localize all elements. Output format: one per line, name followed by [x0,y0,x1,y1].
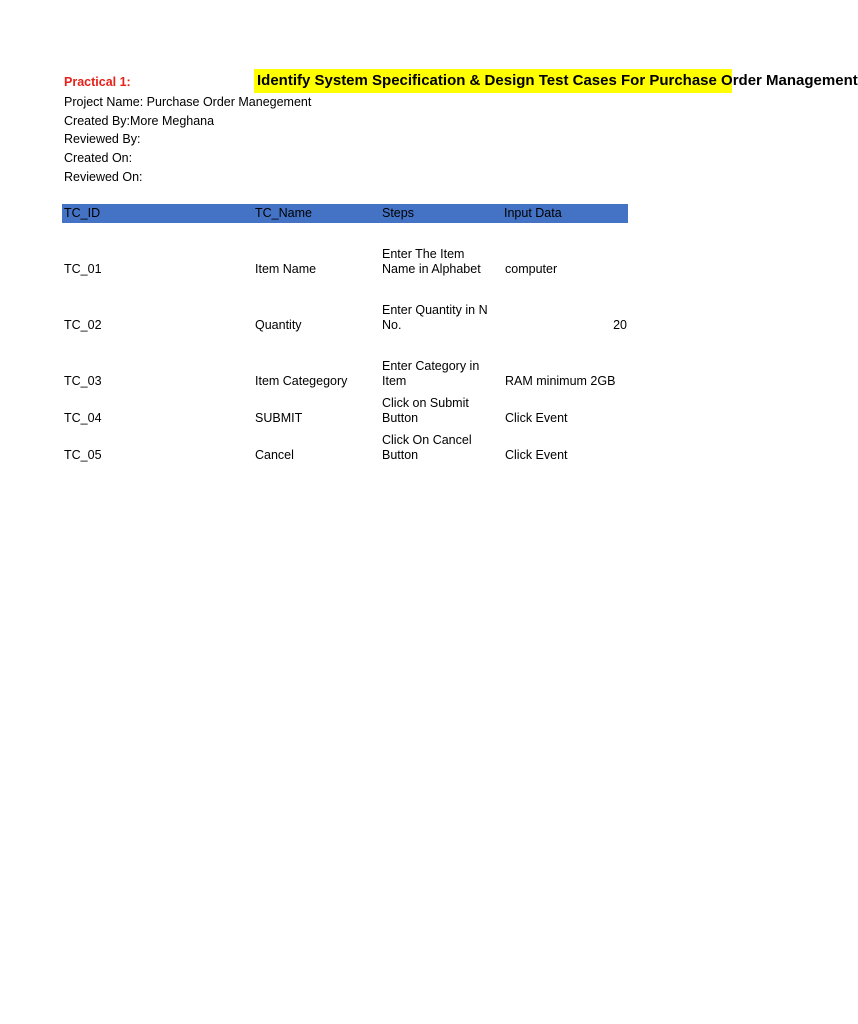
cell-steps: Enter Category in Item [382,359,480,388]
cell-tc-id: TC_05 [64,448,102,462]
cell-tc-name: Quantity [255,318,302,332]
cell-input-data: 20 [613,318,627,332]
header-steps: Steps [382,206,414,220]
header-tc-id: TC_ID [64,206,101,220]
cell-tc-id: TC_04 [64,411,102,425]
cell-input-data: Click Event [505,448,568,462]
cell-tc-id: TC_03 [64,374,102,388]
cell-steps: Enter The Item Name in Alphabet [382,247,481,276]
cell-steps: Click On Cancel Button [382,433,472,462]
cell-steps: Enter Quantity in N No. [382,303,488,332]
cell-input-data: Click Event [505,411,568,425]
created-on: Created On: [64,151,133,165]
cell-tc-id: TC_01 [64,262,102,276]
page-title: Identify System Specification & Design Test Cases For Purchase Order Management [257,72,858,89]
project-name: Project Name: Purchase Order Manegement [64,95,312,109]
created-by: Created By:More Meghana [64,114,215,128]
table-row [0,288,768,334]
cell-steps: Click on Submit Button [382,396,469,425]
reviewed-by: Reviewed By: [64,132,141,146]
header-input-data: Input Data [504,206,562,220]
cell-tc-id: TC_02 [64,318,102,332]
reviewed-on: Reviewed On: [64,170,143,184]
cell-tc-name: Item Categegory [255,374,348,388]
cell-tc-name: Cancel [255,448,294,462]
cell-input-data: RAM minimum 2GB [505,374,616,388]
table-row [0,418,768,464]
table-row [0,232,768,278]
cell-input-data: computer [505,262,558,276]
cell-tc-name: Item Name [255,262,317,276]
title-banner [254,69,858,93]
table-header-row [62,204,628,223]
practical-label: Practical 1: [64,75,131,89]
cell-tc-name: SUBMIT [255,411,303,425]
header-tc-name: TC_Name [255,206,312,220]
